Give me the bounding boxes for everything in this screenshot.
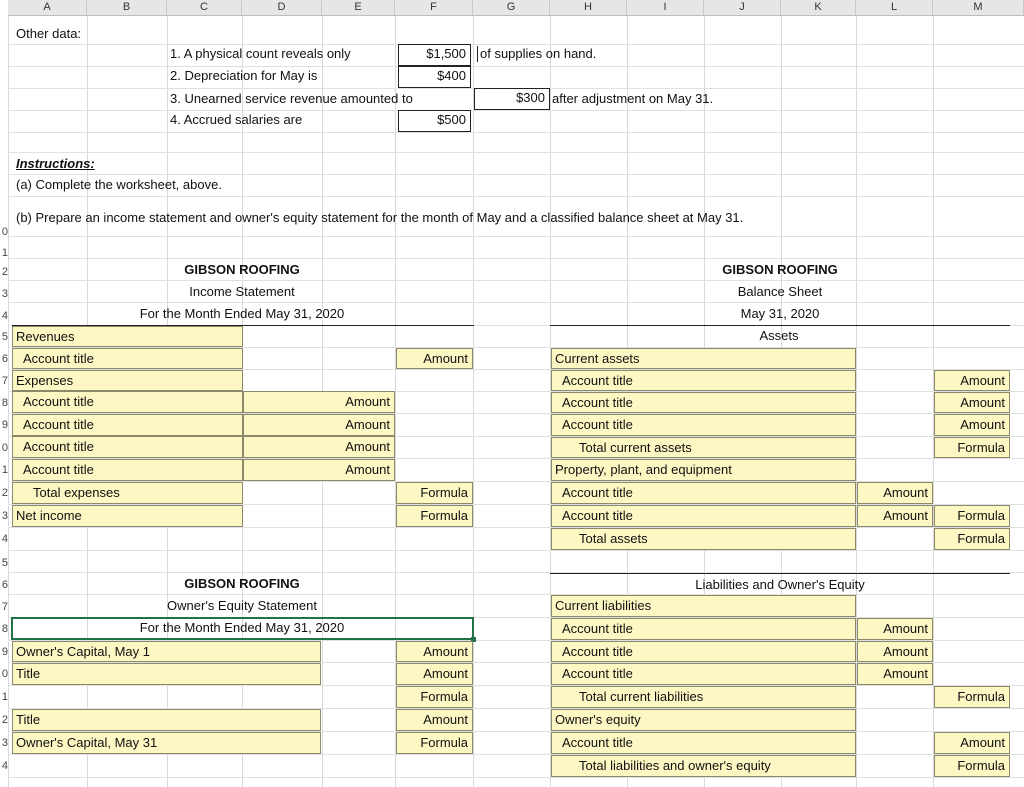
total-current-assets-formula-cell[interactable]: Formula [934,437,1010,458]
equity-amount-cell[interactable]: Amount [934,732,1010,754]
row-number[interactable]: 3 [1,288,8,300]
instructions-title: Instructions: [16,156,95,171]
instruction-a: (a) Complete the worksheet, above. [16,177,222,192]
row-number[interactable]: 7 [1,375,8,387]
column-header-K[interactable]: K [781,0,856,16]
total-current-liabilities-formula-cell[interactable]: Formula [934,686,1010,708]
balance-sheet-company: GIBSON ROOFING [722,262,838,277]
ppe-net-formula-cell[interactable]: Formula [934,505,1010,527]
row-number[interactable]: 7 [1,601,8,613]
ppe-account-title-cell[interactable]: Account title [551,482,856,504]
grid-line [8,152,1024,153]
column-header-B[interactable]: B [87,0,167,16]
oe-title-cell[interactable]: Title [12,709,321,731]
current-liability-account-title-cell[interactable]: Account title [551,663,856,685]
column-header-C[interactable]: C [167,0,242,16]
expense-account-title-cell[interactable]: Account title [12,459,243,481]
total-expenses-formula-cell[interactable]: Formula [396,482,473,504]
row-number[interactable]: 4 [1,760,8,772]
oe-statement-title: Owner's Equity Statement [167,598,317,613]
balance-sheet-rule [550,325,1010,326]
assets-heading: Assets [759,328,799,343]
grid-line [8,302,1024,303]
current-liability-account-title-cell[interactable]: Account title [551,618,856,640]
grid-line [8,777,1024,778]
row-number[interactable]: 9 [1,419,8,431]
row-number[interactable]: 5 [1,557,8,569]
row-number[interactable]: 4 [1,310,8,322]
row-number[interactable]: 0 [1,442,8,454]
income-statement-title: Income Statement [189,284,295,299]
total-current-liabilities-label-cell[interactable]: Total current liabilities [551,686,856,708]
selected-cell[interactable] [11,617,474,640]
grid-line [8,754,1024,755]
row-number[interactable]: 0 [1,226,8,238]
capital-end-label-cell[interactable]: Owner's Capital, May 31 [12,732,321,754]
current-asset-account-title-cell[interactable]: Account title [551,392,856,413]
instruction-b: (b) Prepare an income statement and owner's equity statement for the month of May and a classified balance sheet at May 31. [16,210,744,225]
grid-line [8,280,1024,281]
current-asset-account-title-cell[interactable]: Account title [551,370,856,391]
column-header-G[interactable]: G [473,0,550,16]
ppe-amount-cell[interactable]: Amount [857,482,933,504]
other-data-item: 4. Accrued salaries are [170,112,303,127]
row-number[interactable]: 3 [1,737,8,749]
grid-line [8,236,1024,237]
current-liabilities-label-cell[interactable]: Current liabilities [551,595,856,617]
ppe-label-cell[interactable]: Property, plant, and equipment [551,459,856,481]
grid-line [8,527,1024,528]
current-asset-amount-cell[interactable]: Amount [934,414,1010,436]
grid-line [8,132,1024,133]
oe-statement-period: For the Month Ended May 31, 2020 [139,620,345,635]
grid-line [8,66,1024,67]
expense-amount-cell[interactable]: Amount [243,436,395,458]
row-number[interactable]: 3 [1,510,8,522]
column-header-L[interactable]: L [856,0,933,16]
row-number[interactable]: 2 [1,266,8,278]
row-number[interactable]: 2 [1,714,8,726]
expense-amount-cell[interactable]: Amount [243,414,395,436]
total-current-assets-label-cell[interactable]: Total current assets [551,437,856,458]
current-liability-amount-cell[interactable]: Amount [857,641,933,662]
capital-begin-label-cell[interactable]: Owner's Capital, May 1 [12,641,321,662]
equity-account-title-cell[interactable]: Account title [551,732,856,754]
row-number[interactable]: 1 [1,464,8,476]
row-number[interactable]: 8 [1,397,8,409]
liab-rule [550,573,1010,574]
row-number[interactable]: 4 [1,533,8,545]
row-number[interactable]: 9 [1,646,8,658]
expense-amount-cell[interactable]: Amount [243,391,395,413]
capital-end-formula-cell[interactable]: Formula [396,732,473,754]
row-number[interactable]: 2 [1,487,8,499]
ppe-account-title-cell[interactable]: Account title [551,505,856,527]
total-assets-formula-cell[interactable]: Formula [934,528,1010,550]
net-income-formula-cell[interactable]: Formula [396,505,473,527]
current-asset-amount-cell[interactable]: Amount [934,370,1010,391]
other-data-label: Other data: [16,26,82,41]
total-liab-equity-formula-cell[interactable]: Formula [934,755,1010,777]
column-header-F[interactable]: F [395,0,473,16]
balance-sheet-title: Balance Sheet [737,284,823,299]
grid-line [8,550,1024,551]
grid-line [8,685,1024,686]
column-header-H[interactable]: H [550,0,627,16]
grid-line [8,110,1024,111]
row-number[interactable]: 6 [1,353,8,365]
row-number[interactable]: 6 [1,579,8,591]
current-liability-amount-cell[interactable]: Amount [857,618,933,640]
grid-line [8,258,1024,259]
expense-account-title-cell[interactable]: Account title [12,414,243,436]
unearned-revenue-value-cell[interactable]: $300 [474,88,550,110]
current-liability-account-title-cell[interactable]: Account title [551,641,856,662]
row-number[interactable]: 1 [1,691,8,703]
current-liability-amount-cell[interactable]: Amount [857,663,933,685]
expense-account-title-cell[interactable]: Account title [12,436,243,458]
revenues-label-cell[interactable]: Revenues [12,326,243,347]
oe-title-amount-cell[interactable]: Amount [396,663,473,685]
income-statement-company: GIBSON ROOFING [184,262,300,277]
expenses-label-cell[interactable]: Expenses [12,370,243,391]
row-number[interactable]: 0 [1,668,8,680]
current-asset-account-title-cell[interactable]: Account title [551,414,856,436]
row-number[interactable]: 8 [1,623,8,635]
oe-title-amount-cell[interactable]: Amount [396,709,473,731]
current-asset-amount-cell[interactable]: Amount [934,392,1010,413]
row-number[interactable]: 5 [1,331,8,343]
grid-line [8,44,1024,45]
depreciation-value-cell[interactable]: $400 [398,66,471,88]
total-liab-equity-label-cell[interactable]: Total liabilities and owner's equity [551,755,856,777]
other-data-item: 2. Depreciation for May is [170,68,318,83]
column-header-M[interactable]: M [933,0,1024,16]
balance-sheet-date: May 31, 2020 [740,306,820,321]
other-data-item: 3. Unearned service revenue amounted to [170,91,413,106]
owners-equity-label-cell[interactable]: Owner's equity [551,709,856,731]
other-data-item: 1. A physical count reveals only [170,46,351,61]
column-header-I[interactable]: I [627,0,704,16]
liabilities-equity-heading: Liabilities and Owner's Equity [695,577,865,592]
expense-account-title-cell[interactable]: Account title [12,391,243,413]
revenue-account-title-cell[interactable]: Account title [12,348,243,369]
total-expenses-label-cell[interactable]: Total expenses [12,482,243,504]
revenue-amount-cell[interactable]: Amount [396,348,473,369]
grid-line [8,174,1024,175]
grid-line [8,594,1024,595]
column-header-J[interactable]: J [704,0,781,16]
column-header-E[interactable]: E [322,0,395,16]
grid-line [8,196,1024,197]
net-income-label-cell[interactable]: Net income [12,505,243,527]
column-header-A[interactable]: A [8,0,87,16]
supplies-value-cell[interactable]: $1,500 [398,44,471,66]
oe-subtotal-formula-cell[interactable]: Formula [396,686,473,708]
row-number[interactable]: 1 [1,247,8,259]
expense-amount-cell[interactable]: Amount [243,459,395,481]
current-assets-label-cell[interactable]: Current assets [551,348,856,369]
capital-begin-amount-cell[interactable]: Amount [396,641,473,662]
income-statement-period: For the Month Ended May 31, 2020 [139,306,345,321]
accrued-salaries-value-cell[interactable]: $500 [398,110,471,132]
column-header-D[interactable]: D [242,0,322,16]
ppe-amount-cell[interactable]: Amount [857,505,933,527]
total-assets-label-cell[interactable]: Total assets [551,528,856,550]
other-data-suffix: after adjustment on May 31. [552,91,714,106]
other-data-suffix: of supplies on hand. [477,46,596,62]
oe-statement-company: GIBSON ROOFING [184,576,300,591]
oe-title-cell[interactable]: Title [12,663,321,685]
